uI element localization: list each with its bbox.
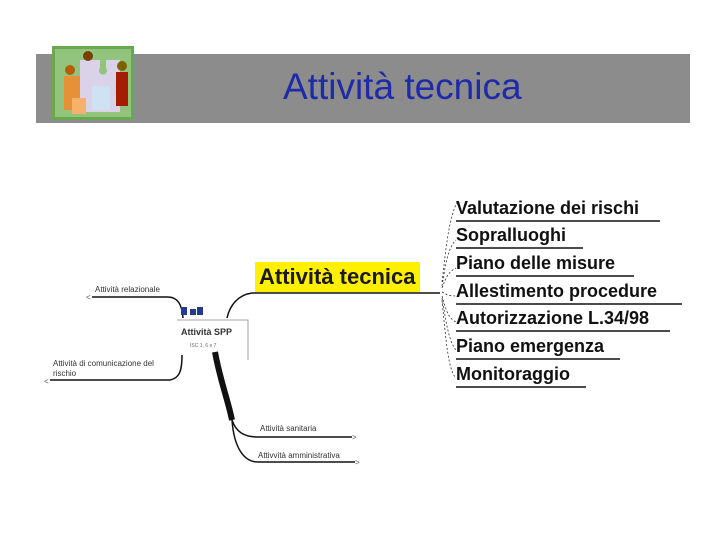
center-node-subtitle: ISC 1, 6 e 7 bbox=[190, 343, 217, 349]
sub-item: Monitoraggio bbox=[456, 364, 570, 384]
sub-item: Piano emergenza bbox=[456, 336, 605, 356]
svg-text:<: < bbox=[44, 377, 49, 386]
svg-text:>: > bbox=[352, 433, 357, 442]
branch-attivita-tecnica: Attività tecnica bbox=[255, 262, 420, 292]
sub-item: Piano delle misure bbox=[456, 253, 616, 273]
svg-text:<: < bbox=[86, 293, 91, 302]
sub-item: Valutazione dei rischi bbox=[456, 198, 640, 218]
branch-amministrativa: Attivvità amministrativa bbox=[258, 451, 340, 460]
center-node-marker bbox=[197, 307, 203, 315]
center-node-marker bbox=[190, 309, 196, 315]
svg-text:>: > bbox=[355, 458, 360, 467]
branch-relazionale: Attività relazionale bbox=[95, 285, 160, 294]
slide-title: Attività tecnica bbox=[283, 66, 522, 107]
sub-item: Autorizzazione L.34/98 bbox=[456, 308, 650, 328]
branch-comunicazione: Attività di comunicazione del rischio bbox=[53, 359, 154, 378]
center-node-label: Attività SPP bbox=[181, 327, 233, 337]
branch-sanitaria: Attività sanitaria bbox=[260, 424, 317, 433]
center-node-marker bbox=[181, 307, 187, 315]
sub-item: Sopralluoghi bbox=[456, 225, 566, 245]
sub-item: Allestimento procedure bbox=[456, 281, 658, 301]
